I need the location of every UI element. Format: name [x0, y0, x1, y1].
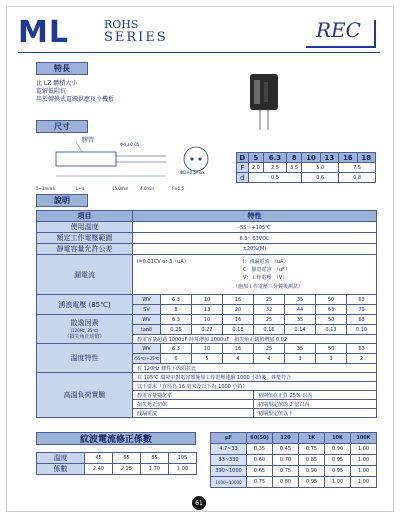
- tol-label: 靜電容量允許公差: [37, 244, 133, 255]
- temp-label: 使用溫度: [37, 222, 133, 233]
- df-cell: 10: [192, 315, 223, 325]
- freq-row-label: 1000~10000: [211, 477, 247, 488]
- dim-cell: 2.0: [248, 163, 263, 173]
- freq-cell: 0.95: [325, 455, 351, 466]
- freq-cell: 0.35: [247, 444, 273, 455]
- freq-th: μF: [211, 433, 247, 444]
- surge-cell: 20: [223, 305, 254, 315]
- df-cell: WV: [133, 315, 161, 325]
- temp-value: -55～+105℃: [133, 222, 377, 233]
- dim-th: 13: [320, 153, 338, 163]
- freq-cell: 0.80: [273, 477, 299, 488]
- life-item: 洩漏電流: [133, 409, 254, 418]
- freq-cell: 0.90: [299, 466, 325, 477]
- leak-c: C：靜電電容 （uF）: [243, 267, 291, 273]
- freq-cell: 1.00: [351, 455, 377, 466]
- lt-cell: 4: [254, 354, 285, 364]
- freq-row-label: 4.7~33: [211, 444, 247, 455]
- ripple-temp-label: 溫度: [37, 453, 85, 464]
- freq-row-label: 390~1000: [211, 466, 247, 477]
- life-item: 靜電容量變化率: [133, 391, 254, 400]
- df-cell: tanδ: [133, 325, 161, 335]
- freq-cell: 0.90: [325, 444, 351, 455]
- lt-cell: 6.3: [161, 344, 192, 354]
- freq-cell: 0.95: [299, 477, 325, 488]
- ripple-temp: 105: [169, 453, 197, 464]
- freq-cell: 0.75: [299, 444, 325, 455]
- leak-label: 漏電流: [37, 255, 133, 295]
- df-cond: (120Hz, 25℃): [70, 328, 99, 333]
- lt-cell: 2: [347, 354, 377, 364]
- life-desc-1: 在 105℃ 環境中對電容器施加工作電壓連續 1000 小時後，性能符合: [133, 373, 377, 382]
- rohs-label: ROHS: [104, 18, 139, 31]
- volt-value: 6.3～63VDC: [133, 233, 377, 244]
- dim-label-f: ΦD+0.5max: [180, 170, 205, 175]
- df-cell: 0.26: [161, 325, 192, 335]
- series-code: ML: [18, 15, 69, 50]
- surge-cell: 44: [285, 305, 316, 315]
- feature-line-1: 比 LZ 體積大小: [36, 80, 78, 87]
- df-note: 靜電容量超過 1000uF 時每增加 1000uF，損失角正切值增加 0.02: [133, 335, 377, 344]
- tol-value: ±20%(M): [133, 244, 377, 255]
- freq-cell: 0.75: [273, 466, 299, 477]
- dim-th: D: [237, 153, 249, 163]
- lt-cell: 50: [316, 344, 347, 354]
- freq-cell: 0.85: [299, 455, 325, 466]
- dim-f-label: F: [237, 163, 249, 173]
- lt-cell: 35: [285, 344, 316, 354]
- sleeve-label: 膠管: [82, 137, 95, 144]
- lt-cell: WV: [133, 344, 161, 354]
- spec-table: [36, 210, 377, 418]
- ripple-temp-table: [36, 452, 197, 475]
- dim-label-c: 15.0min: [112, 186, 129, 191]
- dim-d-label: d: [237, 173, 249, 183]
- dim-cell: 3.5: [286, 163, 301, 173]
- lt-note: 在 120Hz 條件下的阻抗比: [133, 364, 377, 373]
- df-cell: 63: [347, 315, 377, 325]
- header-rule: [18, 52, 380, 53]
- ripple-coef: 2.25: [113, 464, 141, 475]
- freq-cell: 1.00: [351, 444, 377, 455]
- dim-cell: 5.0: [302, 163, 339, 173]
- surge-cell: 32: [254, 305, 285, 315]
- ripple-coef: 2.40: [85, 464, 113, 475]
- freq-th: 100K: [351, 433, 377, 444]
- df-cell: 0.14: [285, 325, 316, 335]
- surge-cell: WV: [133, 295, 161, 305]
- features-title: 特長: [36, 62, 88, 75]
- df-cell: 0.18: [223, 325, 254, 335]
- freq-cell: 0.70: [273, 455, 299, 466]
- dimensions-title: 尺寸: [36, 120, 88, 133]
- brand-logo: REC: [316, 18, 361, 42]
- life-desc-2: 以下要求（直徑為 16 毫米及以下為 1000 小時）: [133, 382, 377, 391]
- dim-th: 16: [339, 153, 357, 163]
- freq-row-label: 33~330: [211, 455, 247, 466]
- volt-label: 額定工作電壓範圍: [37, 233, 133, 244]
- freq-th: 10K: [325, 433, 351, 444]
- df-label: 散逸因素: [70, 319, 99, 327]
- dim-label-b: 5~3mm±: [36, 186, 56, 191]
- df-sub: （損失角正切值）: [64, 334, 105, 340]
- freq-th: 120: [273, 433, 299, 444]
- leak-note: （施加工作電壓三分鐘後測試）: [233, 284, 304, 290]
- df-cell: 0.22: [192, 325, 223, 335]
- ripple-temp: 85: [141, 453, 169, 464]
- freq-cell: 1.00: [351, 477, 377, 488]
- lt-label: 溫度特性: [37, 344, 133, 373]
- surge-cell: 10: [192, 295, 223, 305]
- surge-cell: 63: [347, 295, 377, 305]
- df-cell: 6.3: [161, 315, 192, 325]
- dim-th: 10: [302, 153, 320, 163]
- series-label: SERIES: [104, 30, 168, 45]
- df-cell: 50: [316, 315, 347, 325]
- df-cell: 0.13: [316, 325, 347, 335]
- dim-cell: 0.5: [248, 173, 302, 183]
- freq-cell: 0.95: [325, 466, 351, 477]
- freq-cell: 0.75: [247, 477, 273, 488]
- surge-label: 湧浪電壓 (85℃): [37, 295, 133, 315]
- df-cell: 25: [254, 315, 285, 325]
- dim-cell: 0.6: [302, 173, 339, 183]
- surge-cell: 63: [316, 305, 347, 315]
- surge-cell: 16: [223, 295, 254, 305]
- lt-cell: 10: [192, 344, 223, 354]
- lt-cell: 4: [223, 354, 254, 364]
- freq-cell: 0.45: [273, 444, 299, 455]
- surge-cell: 35: [285, 295, 316, 305]
- life-item: 損失角正切值: [133, 400, 254, 409]
- dimension-table: [236, 152, 376, 183]
- spec-col-item: 項目: [37, 211, 133, 222]
- freq-cell: 0.60: [247, 455, 273, 466]
- freq-th: 1K: [299, 433, 325, 444]
- feature-line-3: 用於轉換式電源供應及主機板: [36, 96, 115, 103]
- lt-cell: 6: [161, 354, 192, 364]
- dim-th: 6.3: [264, 153, 287, 163]
- dim-label-a: Φd ±0.05: [120, 142, 140, 147]
- ripple-coef-label: 係數: [37, 464, 85, 475]
- ripple-temp: 65: [113, 453, 141, 464]
- leak-formula: I=0.01CV or 3（uA）: [137, 259, 189, 265]
- dimension-drawing: [36, 140, 216, 192]
- surge-cell: 50: [316, 295, 347, 305]
- life-label: 高溫負荷實驗: [37, 373, 133, 418]
- dim-th: 5: [248, 153, 263, 163]
- surge-cell: SV: [133, 305, 161, 315]
- leak-v: V：工作電壓 （V）: [243, 275, 288, 281]
- df-cell: 0.16: [254, 325, 285, 335]
- dim-label-g: F±0.5: [172, 186, 185, 191]
- dim-cell: 0.8: [339, 173, 376, 183]
- freq-cell: 0.65: [247, 466, 273, 477]
- brand-underline: [306, 20, 376, 48]
- lt-cell: 25: [254, 344, 285, 354]
- dim-label-e: L+α: [76, 186, 85, 191]
- surge-cell: 8: [161, 305, 192, 315]
- lt-cell: 5: [192, 354, 223, 364]
- dim-label-d: 4.0min: [140, 186, 154, 191]
- surge-cell: 6.3: [161, 295, 192, 305]
- leak-cell: [133, 255, 377, 295]
- freq-cell: 1.00: [351, 466, 377, 477]
- df-cell: 16: [223, 315, 254, 325]
- lt-cell: -55℃/+25℃: [133, 354, 161, 364]
- surge-cell: 79: [347, 305, 377, 315]
- life-criterion: 初期規定值以下: [254, 409, 377, 418]
- dim-cell: 2.5: [264, 163, 287, 173]
- feature-line-2: 電解低阻抗: [36, 88, 67, 95]
- lt-cell: 3: [316, 354, 347, 364]
- dim-th: 18: [357, 153, 375, 163]
- ripple-title: 紋波電流修正係數: [36, 432, 196, 445]
- ripple-coef: 1.00: [169, 464, 197, 475]
- ripple-freq-table: [210, 432, 377, 488]
- ripple-coef: 1.70: [141, 464, 169, 475]
- dim-th: 8: [286, 153, 301, 163]
- df-cell: 0.10: [347, 325, 377, 335]
- freq-th: 60(50): [247, 433, 273, 444]
- lt-cell: 16: [223, 344, 254, 354]
- spec-title: 說明: [36, 194, 88, 207]
- df-label-cell: [37, 315, 133, 344]
- life-criterion: 初期值在正負 25% 以內: [254, 391, 377, 400]
- dim-cell: 7.5: [339, 163, 376, 173]
- surge-cell: 25: [254, 295, 285, 305]
- page-number: 61: [192, 496, 206, 510]
- lt-cell: 63: [347, 344, 377, 354]
- life-criterion: 初期規定值的 2 倍以內: [254, 400, 377, 409]
- df-cell: 35: [285, 315, 316, 325]
- lt-cell: 3: [285, 354, 316, 364]
- leak-i: I：洩漏電流 （uA）: [243, 259, 289, 265]
- surge-cell: 13: [192, 305, 223, 315]
- capacitor-image: [248, 72, 282, 132]
- freq-cell: 1.00: [325, 477, 351, 488]
- ripple-temp: 45: [85, 453, 113, 464]
- spec-col-char: 特性: [133, 211, 377, 222]
